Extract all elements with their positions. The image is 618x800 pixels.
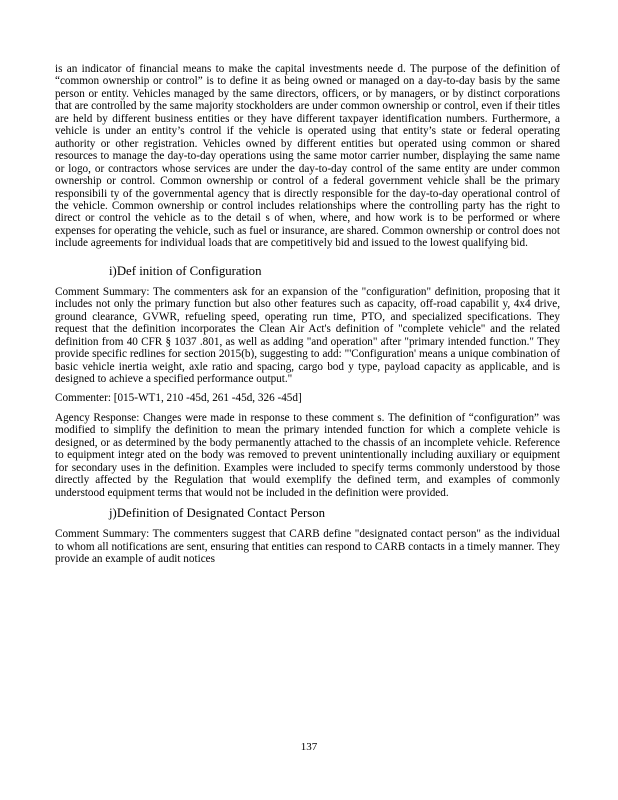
comment-summary-configuration: Comment Summary: The commenters ask for an expansion of the "configuration" definition, proposing that it includes not only the primary function but also other features such as capacity, off-road capabilit y, 4x4 drive, ground clearance, GVWR, refueling speed, operating run time, PTO, and specialized specifications. They request that the definition incorporates the Clean Air Act's definition of "complete vehicle" and the related definition from 40 CFR § 1037 .801, as well as adding "and operation" after "primary intended function." They provide specific redlines for section 2015(b), suggesting to add: "'Configuration' means a unique combination of basic vehicle inertia weight, axle ratio and spacing, cargo bod y type, payload capacity as applicable, and is designed to achieve a specified performance output."	[55, 285, 560, 385]
comment-summary-designated-contact: Comment Summary: The commenters suggest that CARB define "designated contact person" as the individual to whom all notifications are sent, ensuring that entities can respond to CARB contacts in a timely manner. They provide an example of audit notices	[55, 528, 560, 565]
page-number: 137	[300, 741, 318, 753]
section-heading-designated-contact: j)Definition of Designated Contact Person	[109, 506, 326, 521]
body-paragraph-ownership: is an indicator of financial means to make the capital investments neede d. The purpose of the definition of “common ownership or control” is to define it as being owned or managed on a day-to-day basis by the same person or entity. Vehicles managed by the same directors, officers, or by managers, or by distinct corporations that are controlled by the same majority stockholders are under common ownership or control, even if their titles are held by different business entities or they have different taxpayer identification numbers. Furthermore, a vehicle is under an entity’s control if the vehicle is operated using that entity’s state or federal operating authority or other registration. Vehicles owned by different entities but operated using common or shared resources to manage the day-to-day operations using the same motor carrier number, displaying the same name or logo, or contractors whose services are under the day-to-day control of the same entity are under common ownership or control. Common ownership or control of a federal government vehicle shall be the primary responsibili ty of the governmental agency that is directly responsible for the day-to-day operational control of the vehicle. Common ownership or control includes relationships where the controlling party has the right to direct or control the vehicle as to the detail s of when, where, and how work is to be performed or where expenses for operating the vehicle, such as fuel or insurance, are shared. Common ownership or control does not include agreements for individual loads that are competitively bid and issued to the lowest qualifying bid.	[55, 63, 560, 250]
section-heading-configuration: i)Def inition of Configuration	[109, 263, 262, 278]
agency-response-configuration: Agency Response: Changes were made in response to these comment s. The definition of “configuration” was modified to simplify the definition to mean the primary intended function for which a complete vehicle is designed, or as determined by the body permanently attached to the chassis of an incomplete vehicle. Reference to equipment integr ated on the body was removed to prevent unintentionally including auxiliary or equipment for secondary uses in the definition. Examples were included to specify terms commonly understood by those directly affected by the Regulation that would exemplify the defined term, and examples of commonly understood equipment terms that would not be included in the definition were provided.	[55, 411, 560, 499]
page-content	[55, 63, 560, 565]
commenter-list-configuration: Commenter: [015-WT1, 210 -45d, 261 -45d, 326 -45d]	[55, 392, 302, 405]
